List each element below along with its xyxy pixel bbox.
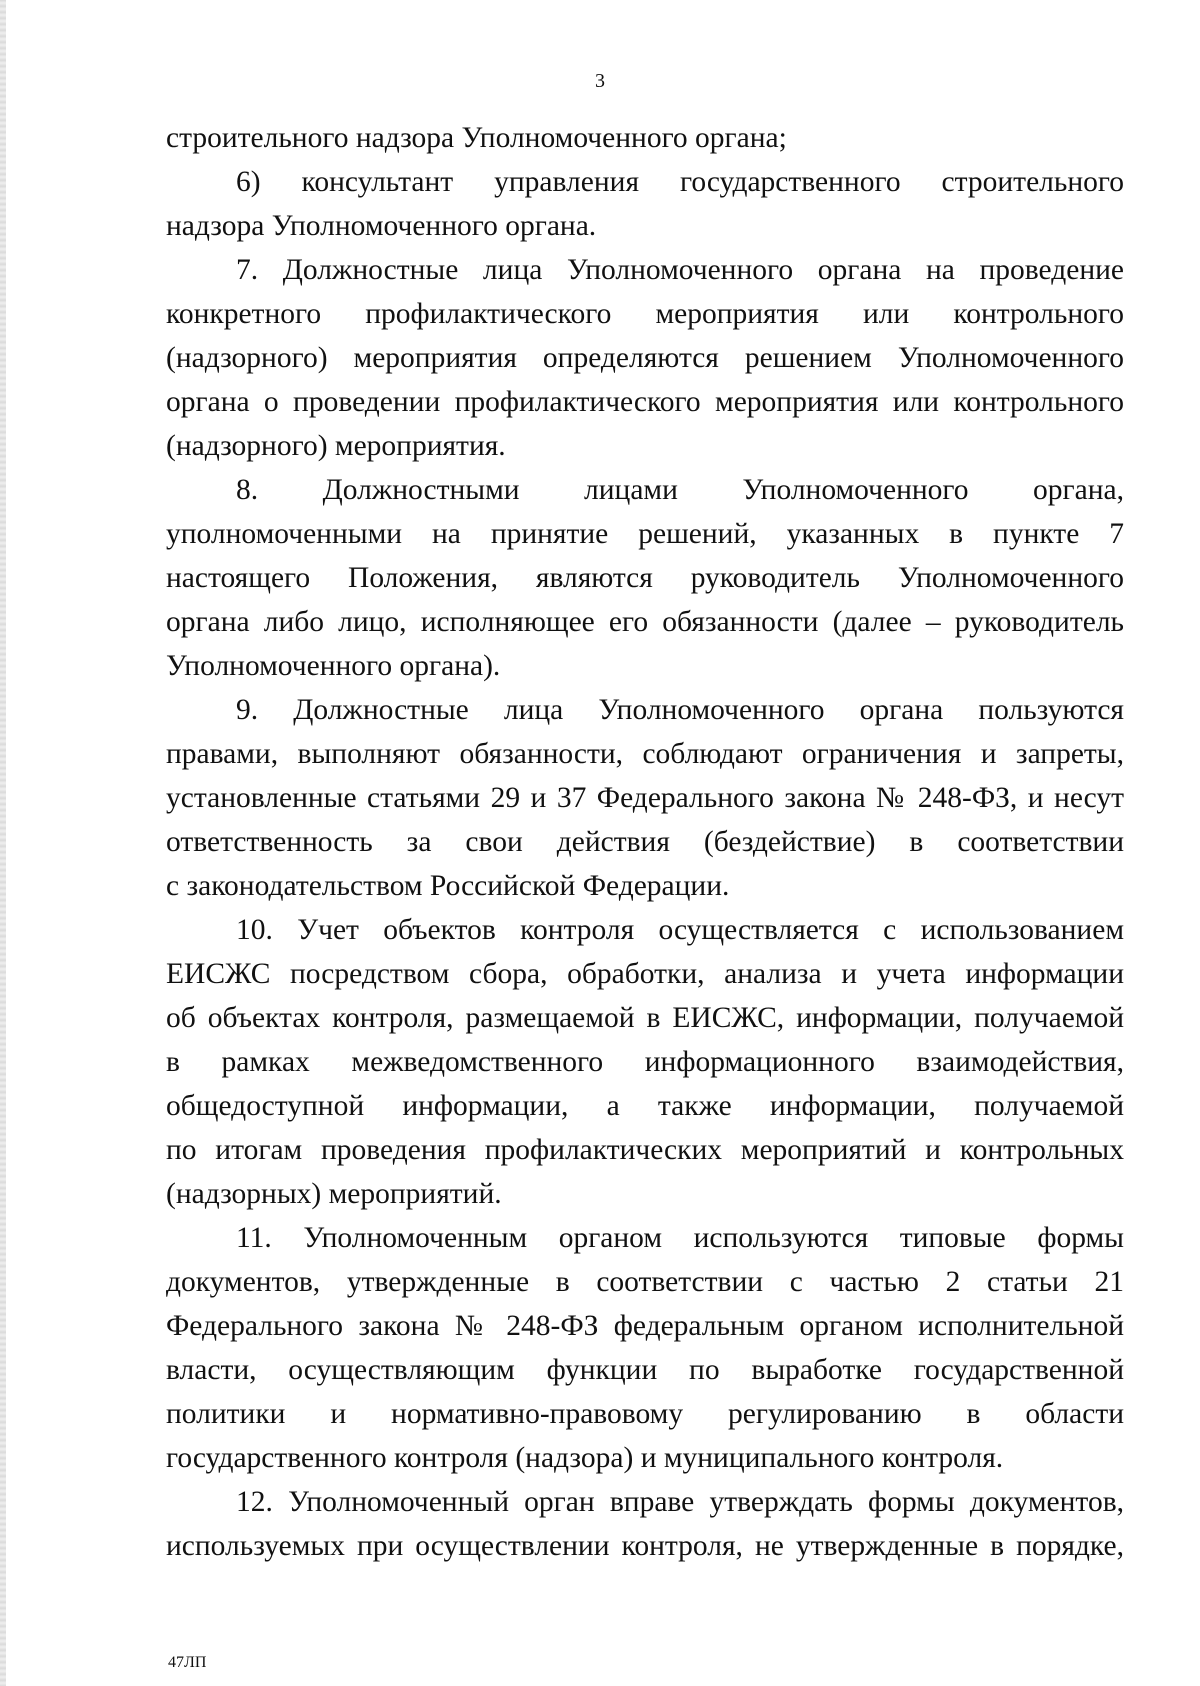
text-line: по итогам проведения профилактических мероприятий и контрольных (166, 1134, 1124, 1166)
text-line: власти, осуществляющим функции по выработке государственной (166, 1354, 1124, 1386)
text-line: 8. Должностными лицами Уполномоченного органа, (236, 474, 1124, 506)
page-number: 3 (595, 70, 605, 92)
text-line: уполномоченными на принятие решений, указанных в пункте 7 (166, 518, 1124, 550)
text-line: используемых при осуществлении контроля, не утвержденные в порядке, (166, 1530, 1124, 1562)
text-line: ЕИСЖС посредством сбора, обработки, анализа и учета информации (166, 958, 1124, 990)
text-line: установленные статьями 29 и 37 Федерального закона № 248-ФЗ, и несут (166, 782, 1124, 814)
text-line: 10. Учет объектов контроля осуществляется с использованием (236, 914, 1124, 946)
text-line: (надзорных) мероприятий. (166, 1178, 502, 1210)
footer-code: 47ЛП (168, 1654, 207, 1671)
text-line: строительного надзора Уполномоченного органа; (166, 122, 787, 154)
text-line: Федерального закона № 248-ФЗ федеральным органом исполнительной (166, 1310, 1124, 1342)
text-line: 11. Уполномоченным органом используются типовые формы (236, 1222, 1124, 1254)
text-line: об объектах контроля, размещаемой в ЕИСЖС, информации, получаемой (166, 1002, 1124, 1034)
text-line: (надзорного) мероприятия. (166, 430, 506, 462)
text-line: с законодательством Российской Федерации. (166, 870, 730, 902)
text-line: 7. Должностные лица Уполномоченного органа на проведение (236, 254, 1124, 286)
text-line: документов, утвержденные в соответствии с частью 2 статьи 21 (166, 1266, 1124, 1298)
text-line: 12. Уполномоченный орган вправе утверждать формы документов, (236, 1486, 1124, 1518)
text-line: 9. Должностные лица Уполномоченного органа пользуются (236, 694, 1124, 726)
text-line: настоящего Положения, являются руководитель Уполномоченного (166, 562, 1124, 594)
text-line: политики и нормативно-правовому регулированию в области (166, 1398, 1124, 1430)
text-line: Уполномоченного органа). (166, 650, 501, 682)
text-line: правами, выполняют обязанности, соблюдают ограничения и запреты, (166, 738, 1124, 770)
text-line: 6) консультант управления государственного строительного (236, 166, 1124, 198)
text-line: государственного контроля (надзора) и муниципального контроля. (166, 1442, 1004, 1474)
text-line: надзора Уполномоченного органа. (166, 210, 597, 242)
document-body (166, 116, 1124, 1568)
text-line: органа либо лицо, исполняющее его обязанности (далее – руководитель (166, 606, 1124, 638)
scan-edge (0, 0, 6, 1686)
text-line: в рамках межведомственного информационного взаимодействия, (166, 1046, 1124, 1078)
text-line: общедоступной информации, а также информации, получаемой (166, 1090, 1124, 1122)
text-line: органа о проведении профилактического мероприятия или контрольного (166, 386, 1124, 418)
text-line: ответственность за свои действия (бездействие) в соответствии (166, 826, 1124, 858)
text-line: конкретного профилактического мероприятия или контрольного (166, 298, 1124, 330)
text-line: (надзорного) мероприятия определяются решением Уполномоченного (166, 342, 1124, 374)
